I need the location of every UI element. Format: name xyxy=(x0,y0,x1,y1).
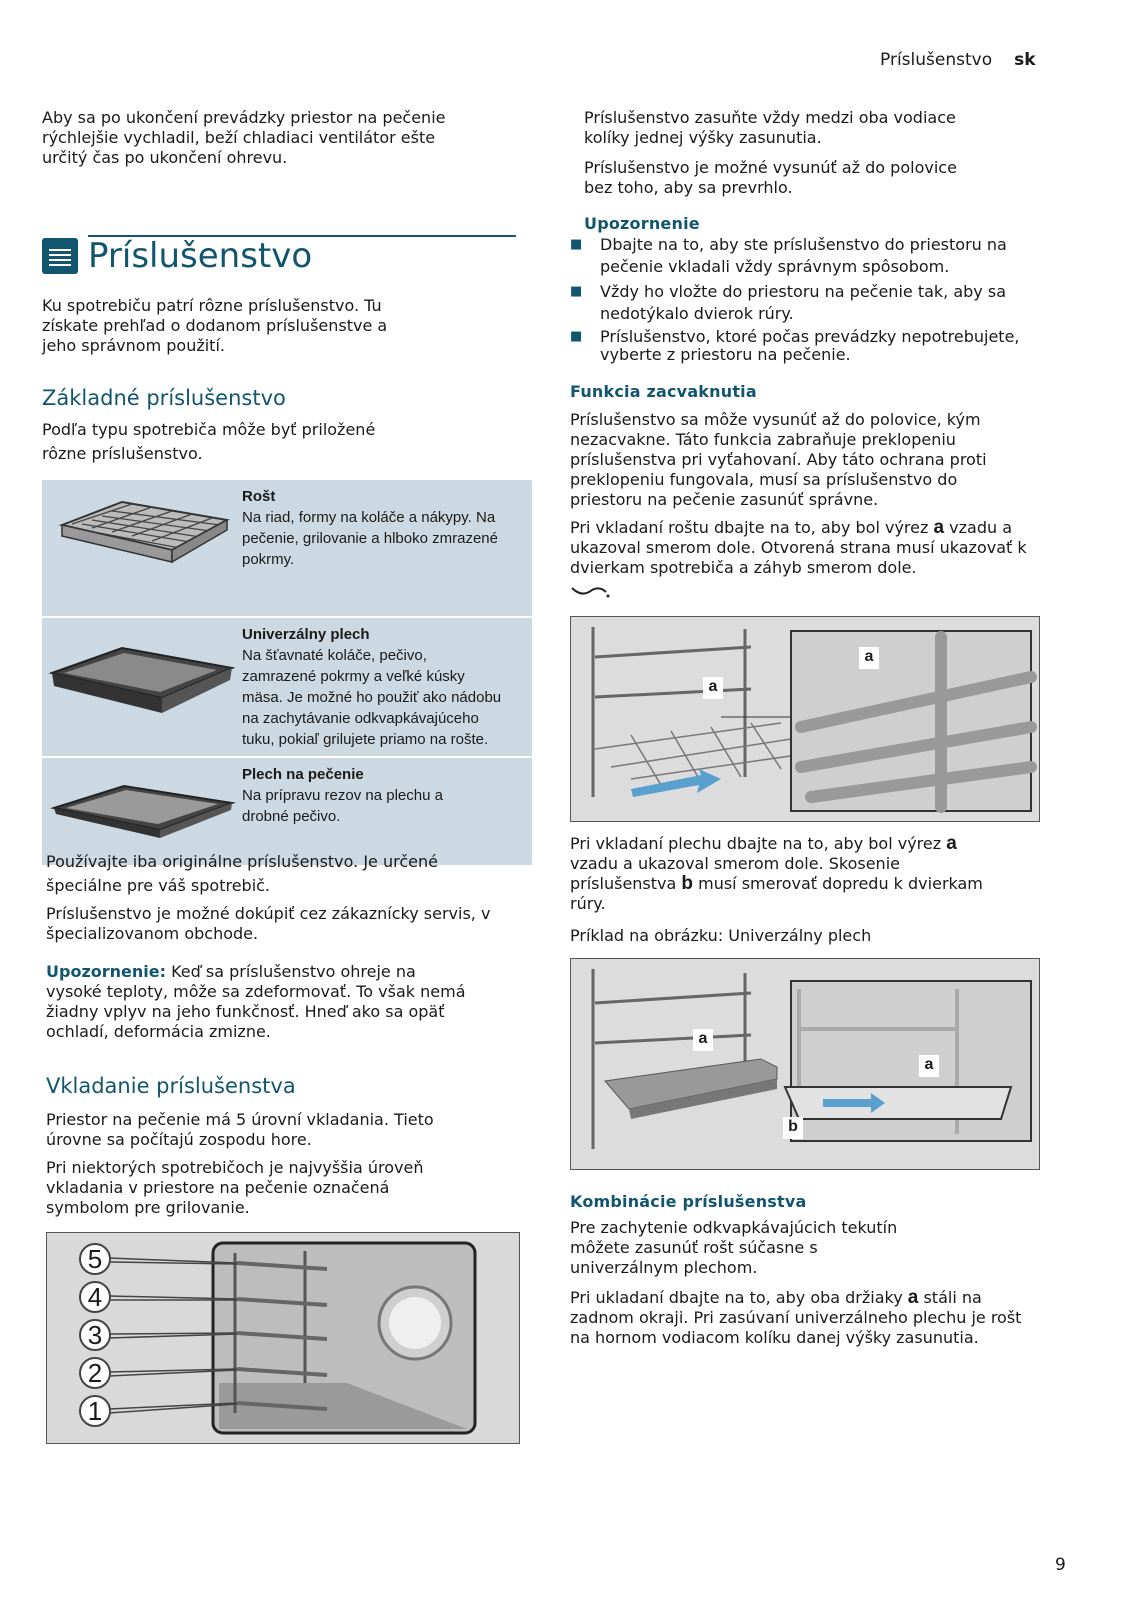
universal-pan-desc: Na šťavnaté koláče, pečivo, zamrazené pokrmy a veľké kúsky mäsa. Je možné ho použiť ako nádobu na zachytávanie odkvapkávajúceho tuku, pokiaľ grilujete priamo na rošte. xyxy=(242,647,502,748)
oven-levels-figure xyxy=(46,1232,520,1444)
header-section: Príslušenstvo xyxy=(880,50,993,70)
rack-description xyxy=(242,479,532,617)
fold-down-icon xyxy=(570,584,610,605)
example-caption: Príklad na obrázku: Univerzálny plech xyxy=(570,926,872,945)
basic-heading: Základné príslušenstvo xyxy=(42,386,286,410)
sheet-label-b-inline: b xyxy=(681,873,694,894)
list-item: ■ Vždy ho vložte do priestoru na pečenie tak, aby sa nedotýkalo dvierok rúry. xyxy=(570,281,1040,325)
insert-heading: Vkladanie príslušenstva xyxy=(46,1074,296,1098)
deform-note-text: Keď sa príslušenstvo ohreje na vysoké teploty, môže sa zdeformovať. To však nemá žiadny vplyv na jeho funkčnosť. Hneď ako sa opäť ochladí, deformácia zmizne. xyxy=(46,962,466,1041)
accessories-icon xyxy=(42,238,78,274)
combo-p2-a: Pri ukladaní dbajte na to, aby oba držiaky xyxy=(570,1288,903,1307)
deform-note xyxy=(46,962,476,1042)
snap-p1: Príslušenstvo sa môže vysunúť až do polovice, kým nezacvakne. Táto funkcia zabraňuje preklopeniu príslušenstva pri vyťahovaní. Aby táto ochrana proti preklopeniu fungovala, musí sa príslušenstvo do priestoru na pečenie zasunúť správne. xyxy=(570,410,987,509)
rack-insert-figure xyxy=(570,616,1040,822)
pan-zoom-label-b: b xyxy=(783,1117,803,1139)
baking-tray-description xyxy=(242,757,532,865)
insert-p2: Pri niektorých spotrebičoch je najvyššia úroveň vkladania v priestore na pečenie označená symbolom pre grilovanie. xyxy=(46,1158,424,1217)
pan-zoom-label-a: a xyxy=(919,1055,939,1077)
sheet-p1-b: vzadu a ukazoval smerom dole. Skosenie príslušenstva xyxy=(570,854,900,893)
combo-p2-b: stáli na zadnom okraji. Pri zasúvaní univerzálneho plechu je rošt na hornom vodiacom kolíku danej výšky zasunutia. xyxy=(570,1288,1022,1347)
deform-note-label: Upozornenie: xyxy=(46,962,166,981)
level-3-label: 3 xyxy=(79,1319,111,1351)
combo-label-a-inline: a xyxy=(907,1287,919,1308)
sheet-label-a-inline: a xyxy=(946,833,957,854)
table-row xyxy=(42,617,532,757)
original-note: Používajte iba originálne príslušenstvo. Je určené špeciálne pre váš spotrebič. xyxy=(46,852,438,895)
combo-p1: Pre zachytenie odkvapkávajúcich tekutín môžete zasunúť rošt súčasne s univerzálnym plechom. xyxy=(570,1218,898,1277)
snap-heading: Funkcia zacvaknutia xyxy=(570,382,757,401)
note-bullets xyxy=(570,234,1040,367)
table-row xyxy=(42,757,532,865)
accessories-table xyxy=(42,478,532,865)
sheet-p1-a: Pri vkladaní plechu dbajte na to, aby bol výrez xyxy=(570,834,942,853)
combo-heading: Kombinácie príslušenstva xyxy=(570,1192,807,1211)
snap-p2-a: Pri vkladaní roštu dbajte na to, aby bol výrez xyxy=(570,518,929,537)
pan-insert-figure xyxy=(570,958,1040,1170)
baking-tray-name: Plech na pečenie xyxy=(242,766,364,783)
level-5-label: 5 xyxy=(79,1243,111,1275)
rack-desc: Na riad, formy na koláče a nákypy. Na pečenie, grilovanie a hlboko zmrazené pokrmy. xyxy=(242,509,498,568)
header-lang: sk xyxy=(1014,50,1036,70)
section-intro: Ku spotrebiču patrí rôzne príslušenstvo. Tu získate prehľad o dodanom príslušenstve a jeho správnom použití. xyxy=(42,296,388,355)
intro-text: Aby sa po ukončení prevádzky priestor na pečenie rýchlejšie vychladil, beží chladiaci ventilátor ešte určitý čas po ukončení ohrevu. xyxy=(42,108,446,167)
table-row xyxy=(42,479,532,617)
snap-p2 xyxy=(570,518,1040,578)
baking-tray-desc: Na prípravu rezov na plechu a drobné pečivo. xyxy=(242,787,443,825)
universal-pan-description xyxy=(242,617,532,757)
intro-paragraph xyxy=(42,108,532,178)
rack-zoom-label-a: a xyxy=(859,647,879,669)
basic-intro: Podľa typu spotrebiča môže byť priložené rôzne príslušenstvo. xyxy=(42,420,376,463)
label-a-inline: a xyxy=(933,517,945,538)
purchase-note: Príslušenstvo je možné dokúpiť cez zákaznícky servis, v špecializovanom obchode. xyxy=(46,904,491,943)
universal-pan-image xyxy=(42,617,242,757)
list-item: ■ Príslušenstvo, ktoré počas prevádzky nepotrebujete, vyberte z priestoru na pečenie. xyxy=(570,328,1040,364)
rack-label-a: a xyxy=(703,677,723,699)
snap-p2-b: vzadu a ukazoval smerom dole. Otvorená strana musí ukazovať k dvierkam spotrebiča a záhyb smerom dole. xyxy=(570,518,1027,577)
page-number: 9 xyxy=(1055,1555,1066,1575)
list-item: ■ Dbajte na to, aby ste príslušenstvo do priestoru na pečenie vkladali vždy správnym spôsobom. xyxy=(570,234,1040,278)
section-title: Príslušenstvo xyxy=(88,236,313,276)
right-p1: Príslušenstvo zasuňte vždy medzi oba vodiace kolíky jednej výšky zasunutia. xyxy=(584,108,956,147)
insert-p1: Priestor na pečenie má 5 úrovní vkladania. Tieto úrovne sa počítajú zospodu hore. xyxy=(46,1110,434,1149)
baking-tray-image xyxy=(42,757,242,865)
level-4-label: 4 xyxy=(79,1281,111,1313)
pan-label-a: a xyxy=(693,1029,713,1051)
right-p2: Príslušenstvo je možné vysunúť až do polovice bez toho, aby sa prevrhlo. xyxy=(584,158,957,197)
level-1-label: 1 xyxy=(79,1395,111,1427)
rack-name: Rošt xyxy=(242,488,276,505)
sheet-p1 xyxy=(570,834,990,914)
rack-image xyxy=(42,479,242,617)
combo-p2 xyxy=(570,1288,1030,1348)
universal-pan-name: Univerzálny plech xyxy=(242,626,370,643)
level-2-label: 2 xyxy=(79,1357,111,1389)
running-header xyxy=(880,50,1080,70)
sheet-p1-c: musí smerovať dopredu k dvierkam rúry. xyxy=(570,874,983,913)
note-heading: Upozornenie xyxy=(584,214,700,233)
